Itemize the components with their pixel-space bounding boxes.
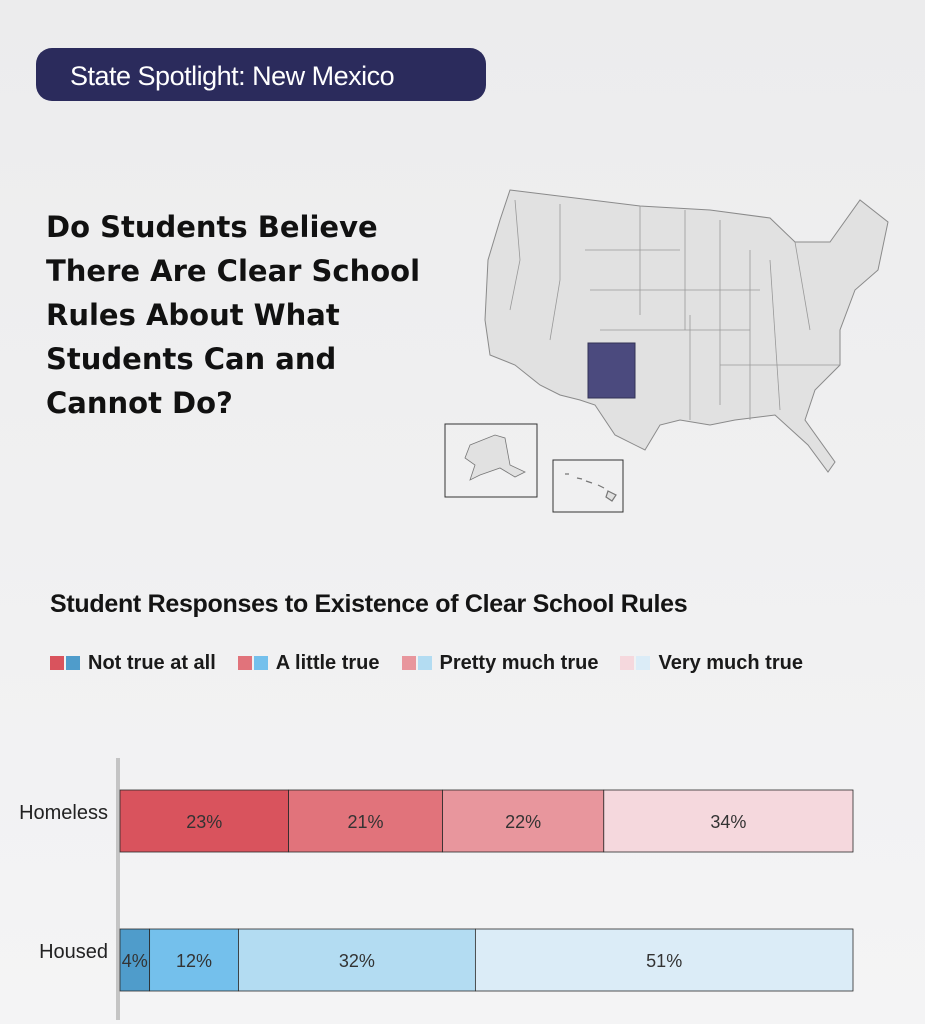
legend-swatch (66, 656, 80, 670)
us-map-graphic (440, 180, 900, 520)
legend-swatch (50, 656, 64, 670)
hawaii-inset (553, 460, 623, 512)
data-label-homeless-not-true-at-all: 23% (186, 812, 223, 832)
legend-item-pretty-much-true (402, 652, 599, 675)
legend-item-not-true-at-all (50, 652, 216, 675)
banner-title: State Spotlight: New Mexico (70, 61, 395, 91)
chart-legend (50, 650, 825, 676)
legend-swatch (418, 656, 432, 670)
legend-swatch (402, 656, 416, 670)
data-label-homeless-a-little-true: 21% (347, 812, 384, 832)
new-mexico-state (588, 343, 635, 398)
legend-item-very-much-true (620, 652, 803, 675)
data-label-housed-a-little-true: 12% (176, 951, 213, 971)
legend-swatch (238, 656, 252, 670)
contiguous-us-shape (485, 190, 888, 472)
data-label-housed-not-true-at-all: 4% (121, 951, 148, 971)
state-banner (36, 48, 486, 101)
legend-label: A little true (275, 651, 380, 674)
chart-title: Student Responses to Existence of Clear School Rules (50, 590, 688, 618)
legend-item-a-little-true (238, 652, 380, 675)
us-map (440, 180, 900, 520)
legend-swatch (620, 656, 634, 670)
legend-label: Not true at all (88, 651, 216, 674)
legend-label: Pretty much true (439, 651, 599, 674)
legend-label: Very much true (658, 651, 803, 674)
data-label-homeless-very-much-true: 34% (710, 812, 747, 832)
y-axis-line (116, 758, 120, 1020)
data-label-housed-very-much-true: 51% (646, 951, 683, 971)
stacked-bar-chart (0, 750, 925, 1024)
alaska-inset (445, 424, 537, 497)
legend-swatch (636, 656, 650, 670)
legend-swatch (254, 656, 268, 670)
question-heading: Do Students Believe There Are Clear School Rules About What Students Can and Cannot Do? (46, 210, 421, 420)
data-label-homeless-pretty-much-true: 22% (505, 812, 542, 832)
category-label-housed: Housed (39, 941, 108, 963)
data-label-housed-pretty-much-true: 32% (338, 951, 375, 971)
category-label-homeless: Homeless (19, 802, 108, 824)
